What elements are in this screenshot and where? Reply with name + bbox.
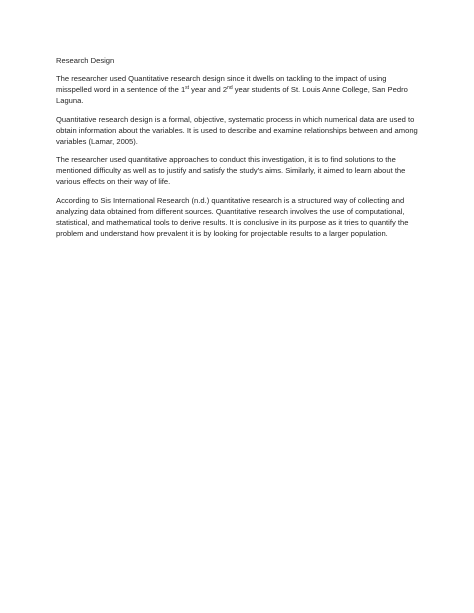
- section-heading: Research Design: [56, 56, 115, 65]
- paragraph-citation: According to Sis International Research (n.d.) quantitative research is a structured way of collecting and analyzing data obtained from different sources. Quantitative research involves the use of computational, statistical, and mathematical tools to derive results. It is conclusive in its purpose as it tries to quantify the problem and understand how prevalent it is by looking for projectable results to a larger population.: [56, 195, 409, 238]
- paragraph-approach: The researcher used quantitative approaches to conduct this investigation, it is to find solutions to the mentioned difficulty as well as to justify and satisfy the study's aims. Similarly, it aimed to learn about the various effects on their way of life.: [56, 155, 406, 186]
- ordinal-superscript-nd: nd: [227, 85, 233, 91]
- paragraph-definition: Quantitative research design is a formal, objective, systematic process in which numerical data are used to obtain information about the variables. It is used to describe and examine relationships between and among variables (Lamar, 2005).: [56, 114, 418, 146]
- paragraph-1-text-a: The researcher used Quantitative research design since it dwells on tackling to the impact of using misspelled word in a sentence of the 1: [56, 74, 387, 94]
- paragraph-1-text-c: year students of St. Louis Anne College, San Pedro Laguna.: [56, 85, 408, 105]
- paragraph-1-text-b: year and 2: [189, 85, 228, 94]
- document-body: [56, 55, 418, 246]
- ordinal-superscript-st: st: [185, 85, 190, 91]
- paragraph-research-design-intro: [56, 73, 418, 106]
